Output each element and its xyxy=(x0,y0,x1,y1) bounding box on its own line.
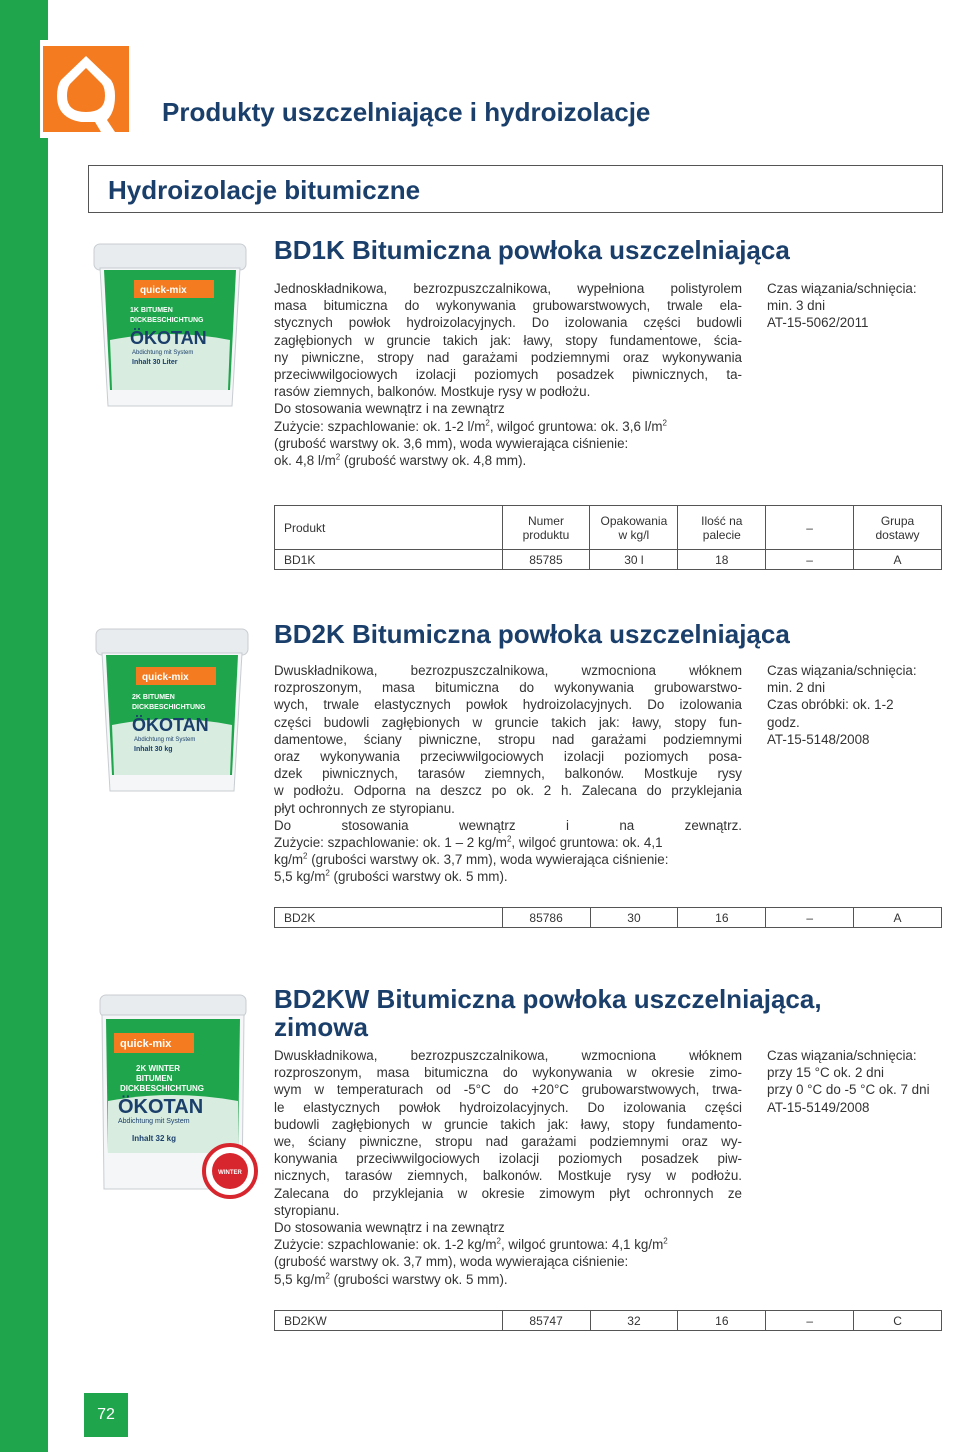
svg-text:ÖKOTAN: ÖKOTAN xyxy=(130,328,207,348)
table-row: BD2K 85786 30 16 – A xyxy=(275,908,942,928)
bucket-brand: quick-mix xyxy=(120,1038,172,1050)
product-side-bd1k: Czas wiązania/schnięcia: min. 3 dni AT-15-5062/2011 xyxy=(767,281,917,331)
table-row: BD1K 85785 30 l 18 – A xyxy=(275,550,942,570)
usage-line: Zużycie: szpachlowanie: ok. 1 – 2 $kg/m^2$, wilgoć gruntowa: ok. 4,1 xyxy=(274,834,663,851)
page-number: 72 xyxy=(84,1393,128,1437)
svg-text:DICKBESCHICHTUNG: DICKBESCHICHTUNG xyxy=(130,317,204,324)
svg-text:2K BITUMEN: 2K BITUMEN xyxy=(132,694,175,701)
logo xyxy=(40,40,133,138)
product-table-bd1k xyxy=(274,505,942,570)
quick-mix-logo-icon xyxy=(43,46,129,132)
product-table-bd2kw xyxy=(274,1310,942,1331)
product-image-bd2kw xyxy=(96,993,261,1213)
svg-text:1K BITUMEN: 1K BITUMEN xyxy=(130,307,173,314)
usage-line: Zużycie: szpachlowanie: ok. 1-2 $kg/m^2$, wilgoć gruntowa: 4,1 $kg/m^2$ xyxy=(274,1236,668,1253)
green-side-bar xyxy=(0,0,48,1452)
svg-text:DICKBESCHICHTUNG: DICKBESCHICHTUNG xyxy=(132,704,206,711)
winter-badge-icon: WINTER xyxy=(218,1170,242,1176)
svg-text:Abdichtung mit System: Abdichtung mit System xyxy=(118,1118,190,1125)
product-image-bd1k xyxy=(90,240,250,415)
table-row: BD2KW 85747 32 16 – C xyxy=(275,1311,942,1331)
usage-line: Zużycie: szpachlowanie: ok. 1-2 $l/m^2$, wilgoć gruntowa: ok. 3,6 $l/m^2$ xyxy=(274,418,667,434)
section-title: Hydroizolacje bitumiczne xyxy=(108,175,421,205)
svg-text:Abdichtung mit System: Abdichtung mit System xyxy=(134,737,196,743)
svg-text:Inhalt 30 kg: Inhalt 30 kg xyxy=(134,746,173,753)
svg-text:2K WINTER: 2K WINTER xyxy=(136,1064,180,1073)
svg-text:ÖKOTAN: ÖKOTAN xyxy=(132,715,209,735)
svg-text:Abdichtung mit System: Abdichtung mit System xyxy=(132,350,194,356)
product-side-bd2kw: Czas wiązania/schnięcia: przy 15 °C ok. 2 dni przy 0 °C do -5 °C ok. 7 dni AT-15-5149/2008 xyxy=(767,1048,930,1115)
bucket-brand: quick-mix xyxy=(142,672,189,683)
product-side-bd2k: Czas wiązania/schnięcia: min. 2 dni Czas obróbki: ok. 1-2 godz. AT-15-5148/2008 xyxy=(767,663,917,747)
product-title-bd1k: BD1K Bitumiczna powłoka uszczelniająca xyxy=(274,235,790,265)
product-table-bd2k xyxy=(274,907,942,928)
product-title-bd2kw: BD2KW Bitumiczna powłoka uszczelniająca, zimowa xyxy=(274,984,822,1042)
logo-background xyxy=(43,46,129,132)
bucket-brand: quick-mix xyxy=(140,285,187,296)
product-title-bd2k: BD2K Bitumiczna powłoka uszczelniająca xyxy=(274,619,790,649)
product-desc-bd2kw: Dwuskładnikowa, bezrozpuszczalnikowa, wzmocniona włóknem rozproszonym, masa bitumiczna do wykonywania w okresie zimo- wym w temperaturach od -5°C do +20°C grubowarstwowych, trwa- le elastycznych powłok hydroizolacyjnych. Do izolowania części budowli zagłębionych w gruncie takich jak: ławy, stopy fundamento- we, ściany piwniczne, stropu nad garażami podziemnymi oraz wy- konywania przeciwwilgociowych izolacji poziomych posadzek piw- nicznych, tarasów ziemnych, balkonów. Mostkuje rysy w podłożu. Zalecana do przyklejania w okresie zimowym płyt ochronnych ze styropianu. Do stosowania wewnątrz i na zewnątrz Zużycie: szpachlowanie: ok. 1-2 $kg/m^2$, wilgoć gruntowa: 4,1 $kg/m^2$ (grubość warstwy ok. 3,7 mm), woda wywierająca ciśnienie: 5,5 $kg/m^2$ (grubości warstwy ok. 5 mm). xyxy=(274,1048,742,1287)
svg-text:DICKBESCHICHTUNG: DICKBESCHICHTUNG xyxy=(120,1084,204,1093)
svg-text:ÖKOTAN: ÖKOTAN xyxy=(118,1096,204,1118)
product-desc-bd1k: Jednoskładnikowa, bezrozpuszczalnikowa, wypełniona polistyrolem masa bitumiczna do wykonywania grubowarstwowych, trwale ela- stycznych powłok hydroizolacyjnych. Do izolowania części budowli zagłębionych w gruncie takich jak: ławy, stopy fundamentowe, ścia- ny piwniczne, stropy nad garażami podziemnymi oraz wykonywania przeciwwilgociowych izolacji poziomych posadzek piwnicznych, ta- rasów ziemnych, balkonów. Mostkuje rysy w podłożu. Do stosowania wewnątrz i na zewnątrz Zużycie: szpachlowanie: ok. 1-2 $l/m^2$, wilgoć gruntowa: ok. 3,6 $l/m^2$ (grubość warstwy ok. 3,6 mm), woda wywierająca ciśnienie: ok. 4,8 $l/m^2$ (grubość warstwy ok. 4,8 mm). xyxy=(274,281,742,469)
page-title: Produkty uszczelniające i hydroizolacje xyxy=(162,97,651,127)
svg-text:Inhalt 32 kg: Inhalt 32 kg xyxy=(132,1134,177,1143)
table-header: Produkt Numer produktu Opakowania w kg/l Ilość na palecie – Grupa dostawy xyxy=(275,506,942,550)
product-desc-bd2k: Dwuskładnikowa, bezrozpuszczalnikowa, wzmocniona włóknem rozproszonym, masa bitumiczna do wykonywania grubowarstwo- wych, trwale elastycznych powłok hydroizolacyjnych. Do izolowania części budowli zagłębionych w gruncie takich jak: ławy, stopy fun- damentowe, ściany piwniczne, stropu nad garażami podziemnymi oraz wykonywania przeciwwilgociowych izolacji poziomych posa- dzek piwnicznych, tarasów ziemnych, balkonów. Mostkuje rysy w podłożu. Odporna na deszcz po ok. 2 h. Zalecana do przyklejania płyt ochronnych ze styropianu. Do stosowania wewnątrz i na zewnątrz. Zużycie: szpachlowanie: ok. 1 – 2 $kg/m^2$, wilgoć gruntowa: ok. 4,1 $kg/m^2$ (grubości warstwy ok. 3,7 mm), woda wywierająca ciśnienie: 5,5 $kg/m^2$ (grubości warstwy ok. 5 mm). xyxy=(274,663,742,885)
product-image-bd2k xyxy=(92,625,252,800)
svg-text:Inhalt 30 Liter: Inhalt 30 Liter xyxy=(132,359,178,366)
svg-text:BITUMEN: BITUMEN xyxy=(136,1074,173,1083)
